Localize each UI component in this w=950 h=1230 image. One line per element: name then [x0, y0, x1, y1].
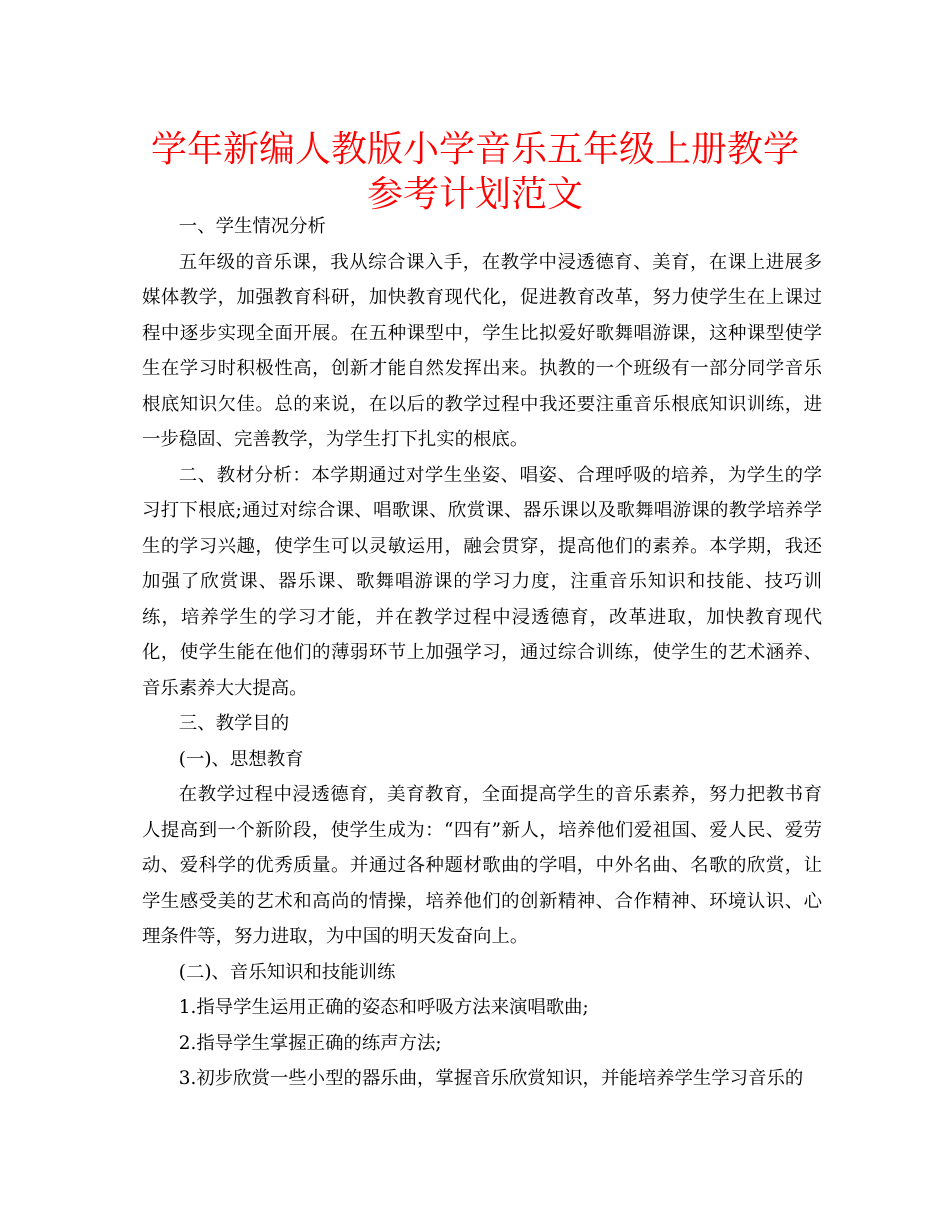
list-item-2: 2.指导学生掌握正确的练声方法; [178, 1032, 442, 1054]
list-item-3: 3.初步欣赏一些小型的器乐曲，掌握音乐欣赏知识，并能培养学生学习音乐的 [178, 1068, 804, 1089]
section-heading-teaching-goals: 三、教学目的 [178, 713, 290, 734]
subheading-ideological-education: (一)、思想教育 [178, 748, 304, 770]
paragraph-student-analysis: 五年级的音乐课，我从综合课入手，在教学中浸透德育、美育，在课上进展多媒体教学，加强教育科研，加快教育现代化，促进教育改革，努力使学生在上课过程中逐步实现全面开展。在五种课型中，学生比拟爱好歌舞唱游课，这种课型使学生在学习时积极性高，创新才能自然发挥出来。执教的一个班级有一部分同学音乐根底知识欠佳。总的来说，在以后的教学过程中我还要注重音乐根底知识训练，进一步稳固、完善教学，为学生打下扎实的根底。 [142, 251, 822, 450]
list-item-1: 1.指导学生运用正确的姿态和呼吸方法来演唱歌曲; [178, 997, 589, 1018]
paragraph-ideological-education: 在教学过程中浸透德育，美育教育，全面提高学生的音乐素养，努力把教书育人提高到一个新阶段，使学生成为：“四有”新人，培养他们爱祖国、爱人民、爱劳动、爱科学的优秀质量。并通过各种题材歌曲的学唱，中外名曲、名歌的欣赏，让学生感受美的艺术和高尚的情操，培养他们的创新精神、合作精神、环境认识、心理条件等，努力进取，为中国的明天发奋向上。 [142, 784, 822, 947]
section-heading-student-analysis: 一、学生情况分析 [178, 216, 326, 237]
document-title-line-1: 学年新编人教版小学音乐五年级上册教学 [150, 129, 799, 170]
subheading-music-knowledge: (二)、音乐知识和技能训练 [178, 961, 396, 983]
document-body [142, 209, 822, 1097]
paragraph-textbook-analysis: 二、教材分析：本学期通过对学生坐姿、唱姿、合理呼吸的培养，为学生的学习打下根底;通过对综合课、唱歌课、欣赏课、器乐课以及歌舞唱游课的教学培养学生的学习兴趣，使学生可以灵敏运用，融会贯穿，提高他们的素养。本学期，我还加强了欣赏课、器乐课、歌舞唱游课的学习力度，注重音乐知识和技能、技巧训练，培养学生的学习才能，并在教学过程中浸透德育，改革进取，加快教育现代化，使学生能在他们的薄弱环节上加强学习，通过综合训练，使学生的艺术涵养、音乐素养大大提高。 [142, 464, 822, 699]
document-title-line-2: 参考计划范文 [366, 174, 583, 215]
